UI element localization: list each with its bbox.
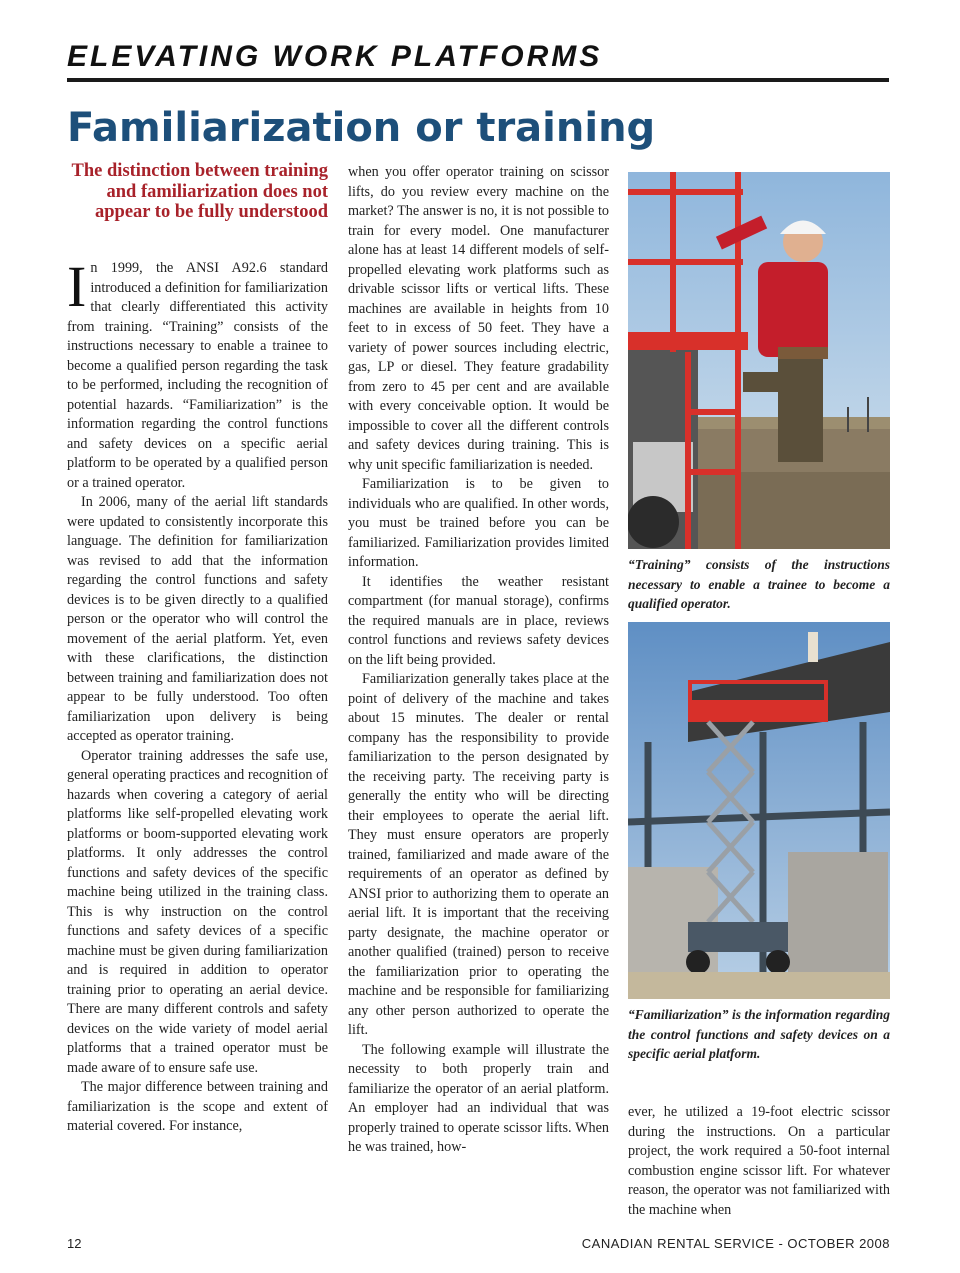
section-heading: ELEVATING WORK PLATFORMS	[67, 40, 603, 73]
heading-rule	[67, 78, 889, 82]
column-2	[348, 163, 609, 1223]
photo-caption-2: “Familiarization” is the information regarding the control functions and safety devices on a specific aerial platform.	[628, 1007, 890, 1061]
paragraph-4: The major difference between training and familiarization is the scope and extent of material covered. For instance,	[67, 1079, 328, 1134]
drop-cap: I	[67, 254, 87, 319]
page-number: 12	[67, 1236, 82, 1251]
paragraph-3: Operator training addresses the safe use, general operating practices and recognition of hazards when covering a category of aerial platforms like self-propelled elevating work platforms or boom-supported elevating work platforms. It only addresses the control functions and safety devices of the specific machine being utilized in the training class. This is why instruction on the control functions and safety devices of a specific machine must be given during familiarization and is required in addition to operator training prior to operating an aerial device. There are many different controls and safety devices on the wide variety of model aerial platforms that a trained operator must be made aware of to ensure safe use.	[67, 747, 328, 1076]
paragraph-7: It identifies the weather resistant compartment (for manual storage), confirms the required manuals are in place, reviews control functions and reviews safety devices on the lift being provided.	[348, 573, 609, 668]
paragraph-6: Familiarization is to be given to individuals who are qualified. In other words, you must be trained before you can be familiarized. Familiarization provides limited information.	[348, 476, 609, 570]
paragraph-8: Familiarization generally takes place at the point of delivery of the machine and takes about 15 minutes. The dealer or rental company has the responsibility to provide familiarization to the person designated by the receiving party. The receiving party is generally the entity who will be directing their employees to operate the aerial lift. They must ensure operators are properly trained, familiarized and made aware of the requirements of an operator as defined by ANSI prior to authorizing them to operate an aerial lift. It is important that the receiving party designate, the machine operator or another qualified (trained) person to receive the familiarization prior to operating the machine and be responsible for familiarizing any other person authorized to operate the lift.	[348, 671, 609, 1038]
paragraph-2: In 2006, many of the aerial lift standards were updated to consistently incorporate this language. The definition for familiarization was revised to add that the information regarding the control functions and safety devices is to be given directly to a qualified person or the operator who will control the movement of the aerial platform. Yet, even with these clarifications, the distinction between training and familiarization does not appear to be fully understood. Too often familiarization upon delivery is being accepted as operator training.	[67, 494, 328, 744]
photo-worker-climbing-lift	[628, 172, 890, 549]
column-1	[67, 254, 328, 1219]
paragraph-5: when you offer operator training on scissor lifts, do you review every machine on the market? The answer is no, it is not possible to train for every model. One manufacturer alone has at least 14 different models of self-propelled elevating work platforms such as drivable scissor lifts or vertical lifts. These machines are available in heights from 10 feet to in excess of 50 feet. They have a variety of power sources including electric, gas, LP or diesel. They feature gradability from zero to 45 per cent and are available with every conceivable option. It would be impossible to cover all the different controls and safety devices during training. This is why unit specific familiarization is needed.	[348, 164, 609, 473]
article-title: Familiarization or training	[67, 105, 656, 151]
paragraph-9: The following example will illustrate the necessity to both properly train and familiarize the operator of an aerial platform. An employer had an individual that was properly trained to operate scissor lifts. When he was trained, how-	[348, 1041, 609, 1155]
photo-scissor-lift-building	[628, 622, 890, 999]
column-3	[628, 1103, 890, 1223]
article-deck: The distinction between training and familiarization does not appear to be fully understood	[71, 161, 328, 222]
publication-footer: CANADIAN RENTAL SERVICE - OCTOBER 2008	[581, 1236, 890, 1251]
photo-caption-1: “Training” consists of the instructions necessary to enable a trainee to become a qualified operator.	[628, 557, 890, 611]
paragraph-10: ever, he utilized a 19-foot electric scissor during the instructions. On a particular project, the work required a 50-foot internal combustion engine scissor lift. For whatever reason, the operator was not familiarized with the machine when	[628, 1104, 890, 1218]
paragraph-1: In 1999, the ANSI A92.6 standard introduced a definition for familiarization that clearly differentiated this activity from training. “Training” consists of the instructions necessary to enable a trainee to become a qualified person regarding the task to be performed, including the recognition of potential hazards. “Familiarization” is the information regarding the control functions and safety devices on a specific aerial platform to be operated by a qualified person or a trained operator.	[67, 254, 328, 491]
